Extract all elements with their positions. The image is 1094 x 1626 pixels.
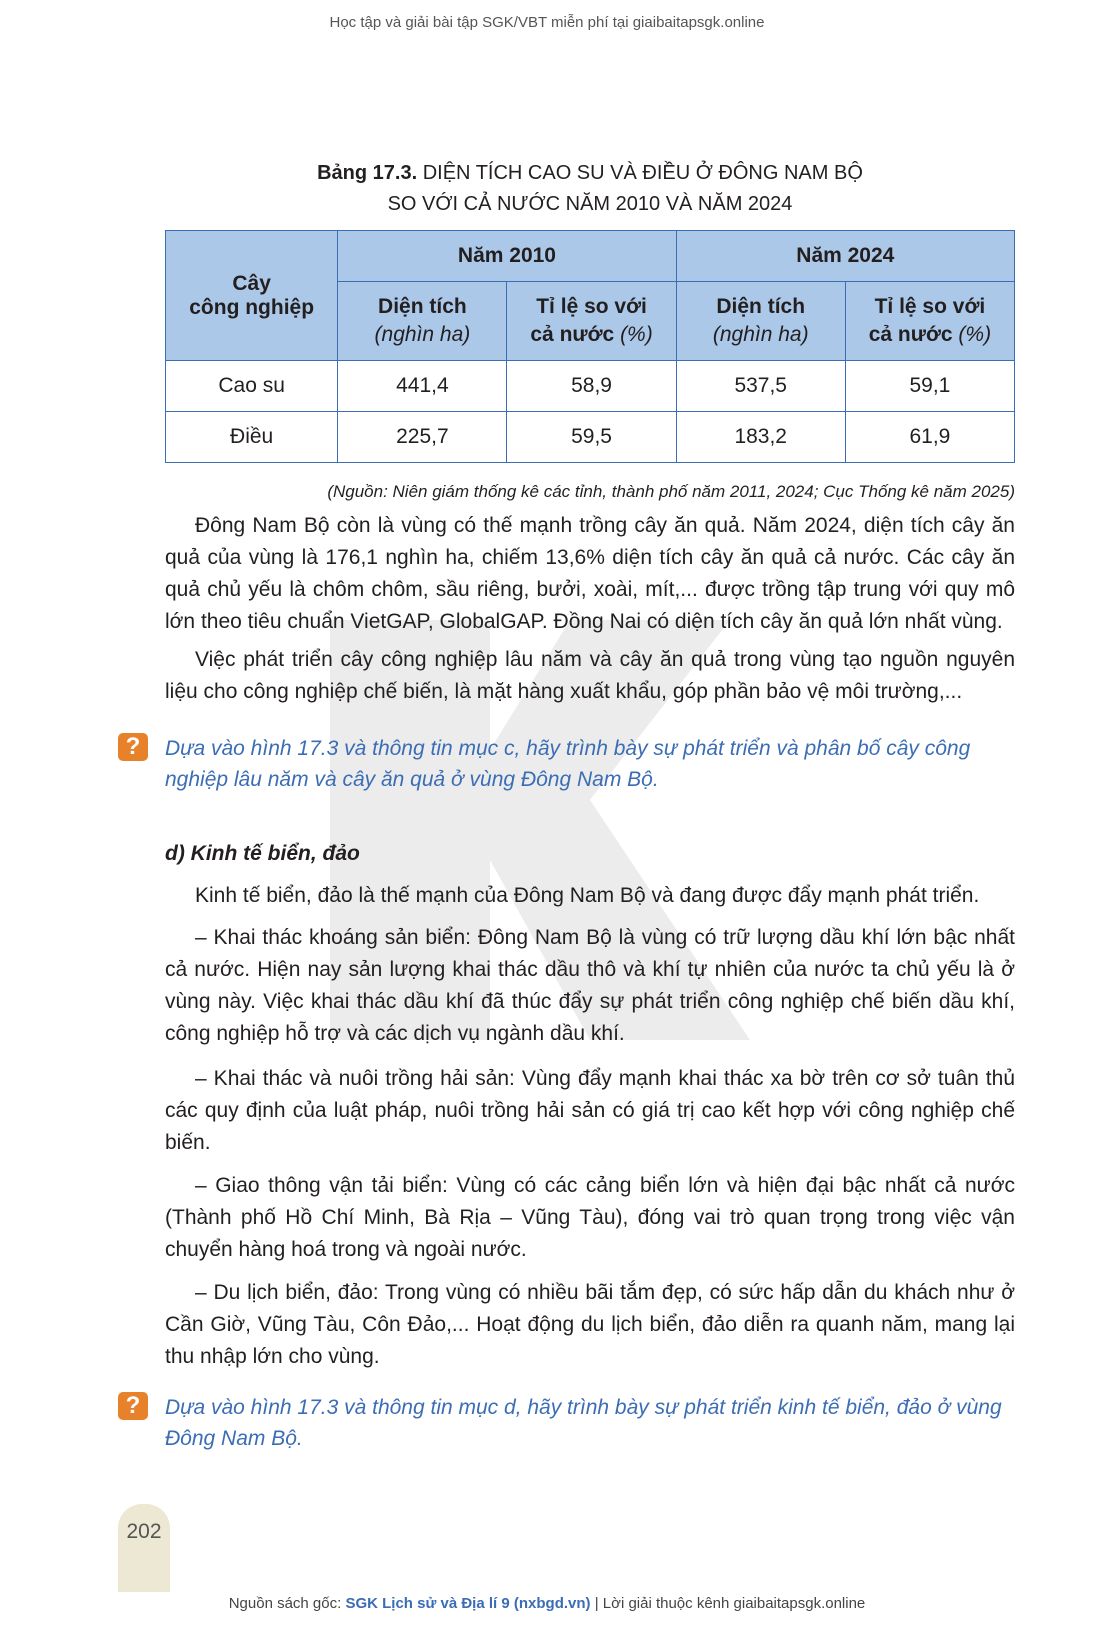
paragraph-benefits bbox=[165, 644, 1015, 708]
paragraph-sea-tourism bbox=[165, 1277, 1015, 1373]
cell-area-2024: 183,2 bbox=[676, 412, 845, 463]
question-icon: ? bbox=[118, 733, 148, 761]
table-caption-line-2: SO VỚI CẢ NƯỚC NĂM 2010 VÀ NĂM 2024 bbox=[387, 193, 793, 215]
footer-source-link[interactable]: SGK Lịch sử và Địa lí 9 (nxbgd.vn) bbox=[345, 1595, 591, 1612]
header-ratio-2010 bbox=[507, 282, 676, 361]
page-header-note: Học tập và giải bài tập SGK/VBT miễn phí tại giaibaitapsgk.online bbox=[329, 14, 765, 31]
paragraph-text: – Giao thông vận tải biển: Vùng có các cảng biển lớn và hiện đại bậc nhất cả nước (Thành phố Hồ Chí Minh, Bà Rịa – Vũng Tàu), đóng vai trò quan trọng trong việc vận chuyển hàng hoá trong và ngoài nước. bbox=[165, 1174, 1015, 1261]
table-row bbox=[166, 361, 1015, 412]
paragraph-fruit-trees bbox=[165, 510, 1015, 638]
header-area-2024 bbox=[676, 282, 845, 361]
question-block-1 bbox=[118, 733, 1018, 795]
header-area-label: Diện tích bbox=[716, 295, 806, 318]
header-ratio-unit: (%) bbox=[620, 323, 653, 346]
cell-ratio-2024: 59,1 bbox=[845, 361, 1014, 412]
table-caption-line-1: DIỆN TÍCH CAO SU VÀ ĐIỀU Ở ĐÔNG NAM BỘ bbox=[422, 162, 863, 184]
cell-ratio-2010: 58,9 bbox=[507, 361, 676, 412]
header-ratio-label: Tỉ lệ so với bbox=[536, 295, 647, 318]
paragraph-text: Việc phát triển cây công nghiệp lâu năm và cây ăn quả trong vùng tạo nguồn nguyên liệu cho công nghiệp chế biến, là mặt hàng xuất khẩu, góp phần bảo vệ môi trường,... bbox=[165, 648, 1015, 703]
section-heading-d: d) Kinh tế biển, đảo bbox=[165, 842, 360, 865]
header-ratio-label-2: cả nước bbox=[868, 323, 953, 346]
paragraph-text: Kinh tế biển, đảo là thế mạnh của Đông Nam Bộ và đang được đẩy mạnh phát triển. bbox=[195, 884, 980, 907]
paragraph-sea-transport bbox=[165, 1170, 1015, 1266]
paragraph-text: – Khai thác và nuôi trồng hải sản: Vùng đẩy mạnh khai thác xa bờ trên cơ sở tuân thủ các quy định của luật pháp, nuôi trồng hải sản có giá trị cao kết hợp với công nghiệp chế biến. bbox=[165, 1067, 1015, 1154]
question-text: Dựa vào hình 17.3 và thông tin mục d, hãy trình bày sự phát triển kinh tế biển, đảo ở vùng Đông Nam Bộ. bbox=[165, 1396, 1002, 1450]
table-caption bbox=[165, 158, 1015, 220]
table-caption-number: Bảng 17.3. bbox=[317, 162, 418, 184]
header-year-2024: Năm 2024 bbox=[676, 231, 1014, 282]
paragraph-seafood bbox=[165, 1063, 1015, 1159]
header-area-label: Diện tích bbox=[378, 295, 467, 318]
header-crop bbox=[166, 231, 338, 361]
table-source: (Nguồn: Niên giám thống kê các tỉnh, thành phố năm 2011, 2024; Cục Thống kê năm 2025) bbox=[327, 482, 1015, 501]
cell-area-2010: 225,7 bbox=[338, 412, 507, 463]
header-ratio-2024 bbox=[845, 282, 1014, 361]
header-year-2010: Năm 2010 bbox=[338, 231, 676, 282]
crop-area-table bbox=[165, 230, 1015, 463]
cell-crop: Cao su bbox=[166, 361, 338, 412]
header-area-unit: (nghìn ha) bbox=[712, 323, 809, 346]
page-number-tab bbox=[118, 1504, 170, 1592]
header-ratio-label-2: cả nước bbox=[530, 323, 615, 346]
paragraph-text: – Khai thác khoáng sản biển: Đông Nam Bộ là vùng có trữ lượng dầu khí lớn bậc nhất cả nước. Hiện nay sản lượng khai thác dầu thô và khí tự nhiên của nước ta chủ yếu là ở vùng này. Việc khai thác dầu khí đã thúc đẩy sự phát triển công nghiệp chế biến dầu khí, công nghiệp hỗ trợ và các dịch vụ ngành dầu khí. bbox=[165, 926, 1015, 1045]
page-number: 202 bbox=[126, 1520, 162, 1543]
header-ratio-label: Tỉ lệ so với bbox=[874, 295, 986, 318]
cell-area-2010: 441,4 bbox=[338, 361, 507, 412]
header-crop-line-1: Cây bbox=[232, 271, 271, 295]
cell-ratio-2024: 61,9 bbox=[845, 412, 1014, 463]
cell-ratio-2010: 59,5 bbox=[507, 412, 676, 463]
footer-suffix: | Lời giải thuộc kênh giaibaitapsgk.online bbox=[590, 1595, 866, 1612]
paragraph-mineral-mining bbox=[165, 922, 1015, 1050]
question-block-2 bbox=[118, 1392, 1018, 1454]
paragraph-text: – Du lịch biển, đảo: Trong vùng có nhiều bãi tắm đẹp, có sức hấp dẫn du khách như ở Cần Giờ, Vũng Tàu, Côn Đảo,... Hoạt động du lịch biển, đảo diễn ra quanh năm, mang lại thu nhập lớn cho vùng. bbox=[165, 1281, 1015, 1368]
cell-crop: Điều bbox=[166, 412, 338, 463]
footer-prefix: Nguồn sách gốc: bbox=[228, 1595, 346, 1612]
cell-area-2024: 537,5 bbox=[676, 361, 845, 412]
header-area-unit: (nghìn ha) bbox=[374, 323, 471, 346]
paragraph-text: Đông Nam Bộ còn là vùng có thế mạnh trồng cây ăn quả. Năm 2024, diện tích cây ăn quả của vùng là 176,1 nghìn ha, chiếm 13,6% diện tích cây ăn quả cả nước. Các cây ăn quả chủ yếu là chôm chôm, sầu riêng, bưởi, xoài, mít,... được trồng tập trung với quy mô lớn theo tiêu chuẩn VietGAP, GlobalGAP. Đồng Nai có diện tích cây ăn quả lớn nhất vùng. bbox=[165, 514, 1015, 633]
header-crop-line-2: công nghiệp bbox=[189, 295, 315, 319]
question-text: Dựa vào hình 17.3 và thông tin mục c, hãy trình bày sự phát triển và phân bố cây công nghiệp lâu năm và cây ăn quả ở vùng Đông Nam Bộ. bbox=[165, 737, 971, 791]
header-ratio-unit: (%) bbox=[958, 323, 992, 346]
table-row bbox=[166, 412, 1015, 463]
question-icon: ? bbox=[118, 1392, 148, 1420]
page-footer bbox=[0, 1595, 1094, 1612]
paragraph-marine-intro bbox=[165, 880, 1015, 912]
header-area-2010 bbox=[338, 282, 507, 361]
